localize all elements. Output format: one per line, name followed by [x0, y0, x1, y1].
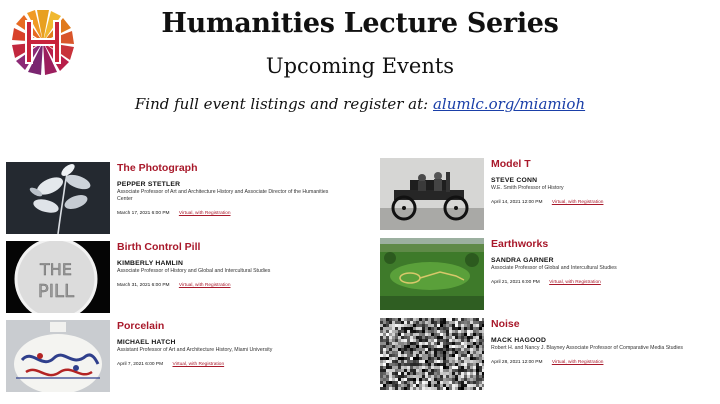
- event-speaker-role: Robert H. and Nancy J. Blayney Associate Professor of Comparative Media Studies: [491, 345, 684, 351]
- event-image-model-t-car: [380, 158, 484, 230]
- event-registration-link[interactable]: Virtual, with Registration: [551, 200, 604, 205]
- event-meta: [491, 199, 719, 206]
- event-info: [491, 158, 719, 206]
- page-subtitle: Upcoming Events: [265, 54, 455, 78]
- event-meta: [491, 279, 719, 286]
- svg-text:PILL: PILL: [37, 281, 75, 302]
- event-info: [491, 238, 719, 286]
- event-registration-link[interactable]: Virtual, with Registration: [178, 283, 231, 288]
- event-meta: [491, 359, 719, 366]
- event-image-leaf-photogram: [6, 162, 110, 234]
- event-date: April 7, 2021 6:00 PM: [117, 362, 164, 367]
- event-meta: [117, 361, 345, 368]
- event-speaker: PEPPER STETLER: [117, 181, 181, 188]
- event-date: April 21, 2021 6:00 PM: [491, 280, 540, 285]
- event-registration-link[interactable]: Virtual, with Registration: [549, 280, 601, 285]
- event-title[interactable]: Birth Control Pill: [117, 241, 201, 253]
- event-date: March 17, 2021 6:00 PM: [117, 211, 170, 216]
- event-title[interactable]: The Photograph: [117, 162, 198, 174]
- event-speaker-role: Associate Professor of History and Global and Intercultural Studies: [117, 268, 271, 274]
- event-speaker: MICHAEL HATCH: [117, 339, 176, 346]
- event-speaker: MACK HAGOOD: [491, 337, 547, 344]
- event-image-tv-static: [380, 318, 484, 390]
- event-speaker-role: Associate Professor of Art and Architecture History and Associate Director of the Humanities Center: [117, 189, 329, 202]
- event-speaker: SANDRA GARNER: [491, 257, 554, 264]
- register-line: [0, 95, 720, 113]
- event-registration-link[interactable]: Virtual, with Registration: [172, 362, 225, 367]
- event-image-the-pill: [6, 241, 110, 313]
- event-image-porcelain-flask: [6, 320, 110, 392]
- event-info: [117, 162, 345, 217]
- svg-text:THE: THE: [40, 260, 72, 279]
- event-info: [491, 318, 719, 366]
- event-image-earthworks-aerial: [380, 238, 484, 310]
- event-title[interactable]: Noise: [491, 318, 520, 330]
- event-date: April 28, 2021 12:00 PM: [491, 360, 543, 365]
- page-title: Humanities Lecture Series: [161, 8, 559, 39]
- event-meta: [117, 282, 345, 289]
- register-text: Find full event listings and register at:: [134, 95, 429, 113]
- register-link[interactable]: alumlc.org/miamioh: [432, 95, 586, 113]
- event-meta: [117, 210, 345, 217]
- event-registration-link[interactable]: Virtual, with Registration: [178, 211, 231, 216]
- event-date: April 14, 2021 12:00 PM: [491, 200, 543, 205]
- event-speaker-role: Assistant Professor of Art and Architecture History, Miami University: [117, 347, 273, 353]
- event-registration-link[interactable]: Virtual, with Registration: [551, 360, 604, 365]
- event-speaker-role: Associate Professor of Global and Intercultural Studies: [491, 265, 617, 271]
- event-speaker: KIMBERLY HAMLIN: [117, 260, 184, 267]
- event-info: [117, 241, 345, 289]
- event-title[interactable]: Model T: [491, 158, 531, 170]
- event-title[interactable]: Earthworks: [491, 238, 549, 250]
- event-speaker-role: W.E. Smith Professor of History: [491, 185, 564, 191]
- event-speaker: STEVE CONN: [491, 177, 538, 184]
- event-title[interactable]: Porcelain: [117, 320, 165, 332]
- event-info: [117, 320, 345, 368]
- event-date: March 31, 2021 6:00 PM: [117, 283, 170, 288]
